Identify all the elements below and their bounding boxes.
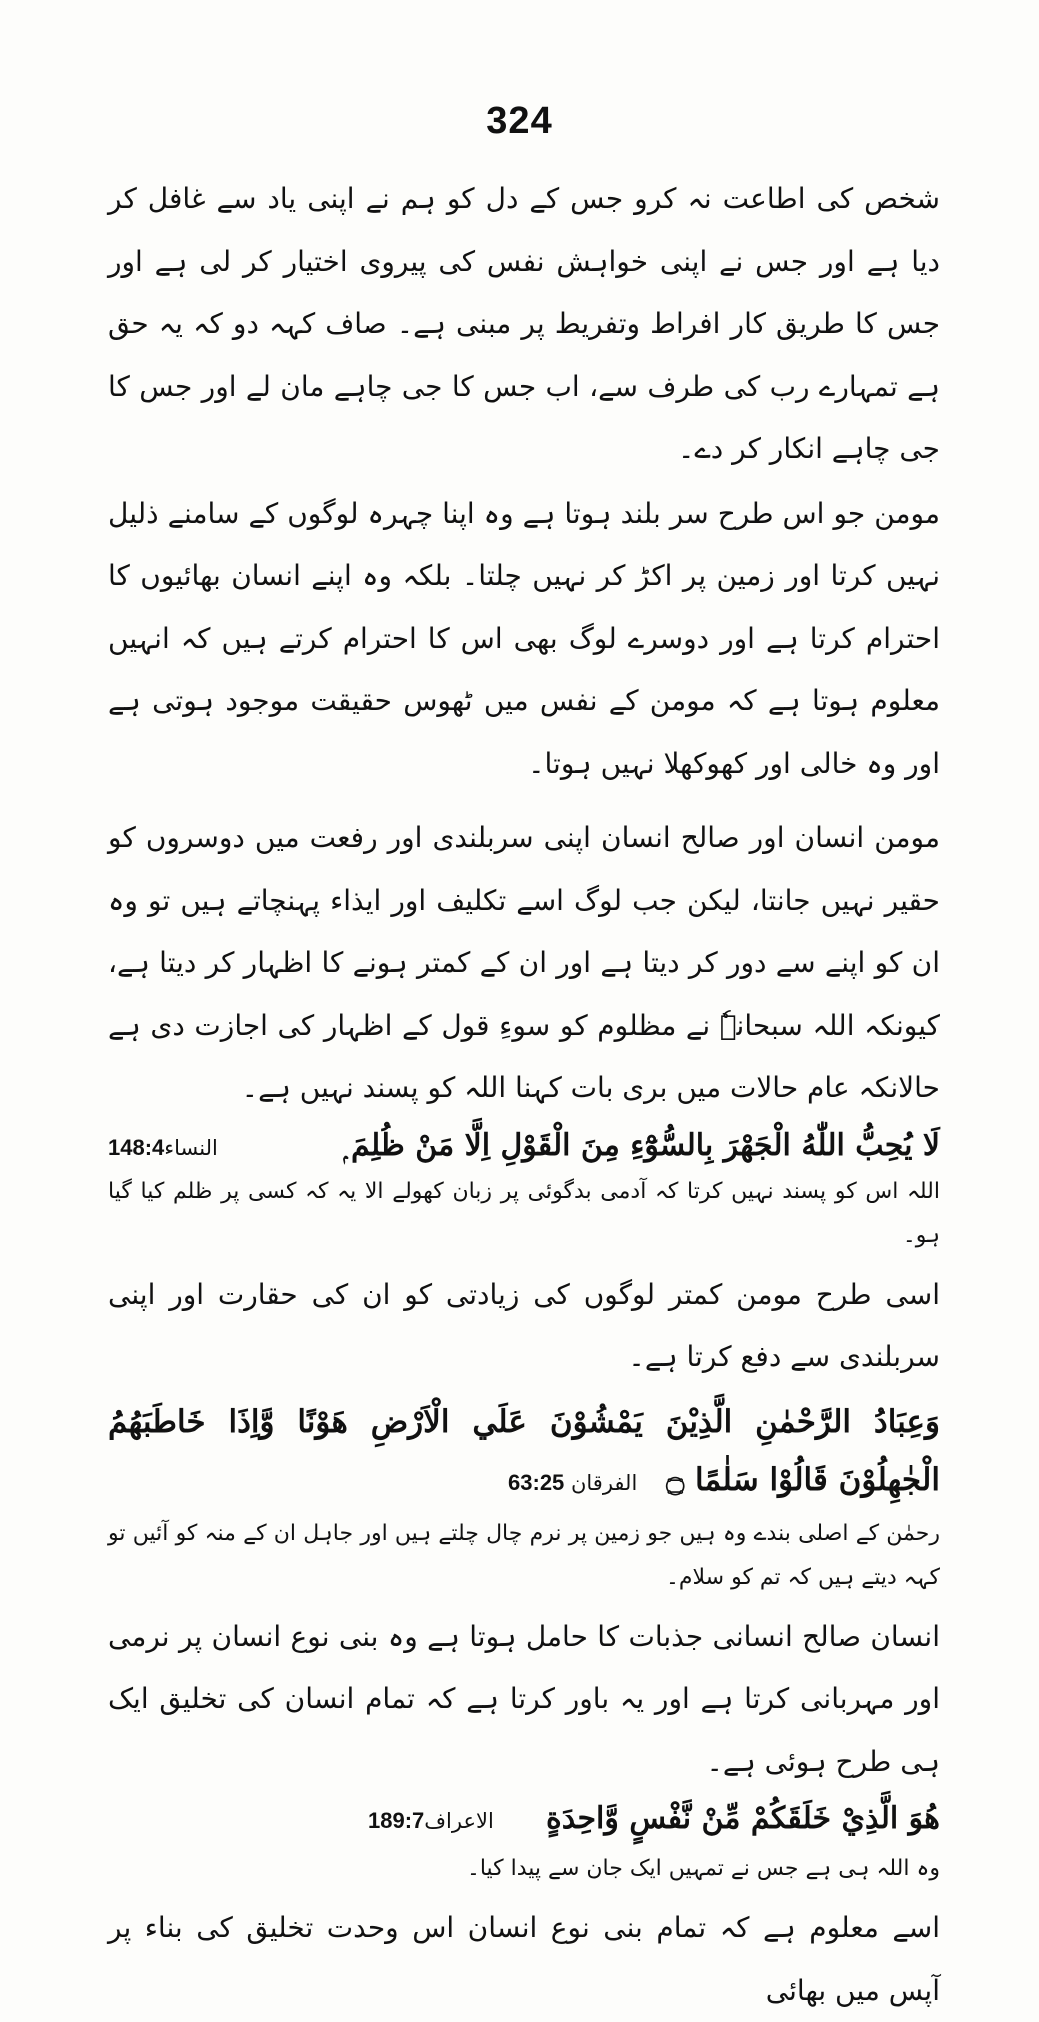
verse-arabic: لَا يُحِبُّ اللّٰهُ الْجَهْرَ بِالسُّوْٓءِ مِنَ الْقَوْلِ اِلَّا مَنْ ظُلِمَ ۭ: [343, 1127, 940, 1163]
page-body: [108, 168, 940, 2022]
surah-name: الاعراف: [424, 1809, 494, 1833]
paragraph: مومن انسان اور صالح انسان اپنی سربلندی اور رفعت میں دوسروں کو حقیر نہیں جانتا، لیکن جب لوگ اسے تکلیف اور ایذاء پہنچاتے ہیں تو وہ ان کو اپنے سے دور کر دیتا ہے اور ان کے کمتر ہونے کا اظہار کر دیتا ہے، کیونکہ اللہ سبحانہٗ نے مظلوم کو سوءِ قول کے اظہار کی اجازت دی ہے حالانکہ عام حالات میں بری بات کہنا اللہ کو پسند نہیں ہے۔: [108, 821, 940, 1104]
verse-reference: [508, 1471, 637, 1495]
surah-name: الفرقان: [570, 1470, 638, 1495]
quran-verse: [108, 1797, 940, 1843]
verse-arabic: هُوَ الَّذِيْ خَلَقَكُمْ مِّنْ نَّفْسٍ وَّاحِدَةٍ: [546, 1801, 940, 1836]
verse-number: 189:7: [368, 1808, 425, 1833]
page-number: 324: [486, 100, 553, 142]
verse-translation: اللہ اس کو پسند نہیں کرتا کہ آدمی بدگوئی پر زبان کھولے الا یہ کہ کسی پر ظلم کیا گیا ہو۔: [108, 1178, 940, 1248]
verse-translation: رحمٰن کے اصلی بندے وہ ہیں جو زمین پر نرم چال چلتے ہیں اور جاہل ان کے منہ کو آئیں تو کہہ دیتے ہیں کہ تم کو سلام۔: [108, 1520, 940, 1590]
verse-reference: [108, 1126, 218, 1170]
quran-verse: [108, 1124, 940, 1170]
paragraph: اسی طرح مومن کمتر لوگوں کی زیادتی کو ان کی حقارت اور اپنی سربلندی سے دفع کرتا ہے۔: [108, 1277, 940, 1373]
surah-name: النساء: [164, 1135, 218, 1160]
verse-number: 148:4: [108, 1134, 165, 1160]
verse-number: 63:25: [508, 1469, 565, 1495]
paragraph: مومن جو اس طرح سر بلند ہوتا ہے وہ اپنا چہرہ لوگوں کے سامنے ذلیل نہیں کرتا اور زمین پر اکڑ کر نہیں چلتا۔ بلکہ وہ اپنے انسان بھائیوں کا احترام کرتا ہے اور دوسرے لوگ بھی اس کا احترام کرتے ہیں کہ انہیں معلوم ہوتا ہے کہ مومن کے نفس میں ٹھوس حقیقت موجود ہوتی ہے اور وہ خالی اور کھوکھلا نہیں ہوتا۔: [108, 496, 940, 780]
paragraph: اسے معلوم ہے کہ تمام بنی نوع انسان اس وحدت تخلیق کی بناء پر آپس میں بھائی: [108, 1911, 940, 2007]
quran-verse: [108, 1393, 940, 1512]
verse-reference: [368, 1799, 494, 1843]
paragraph: انسان صالح انسانی جذبات کا حامل ہوتا ہے وہ بنی نوع انسان پر نرمی اور مہربانی کرتا ہے اور یہ باور کرتا ہے کہ تمام انسان کی تخلیق ایک ہی طرح ہوئی ہے۔: [108, 1619, 940, 1778]
verse-translation: وہ اللہ ہی ہے جس نے تمہیں ایک جان سے پیدا کیا۔: [466, 1856, 940, 1881]
verse-arabic: وَعِبَادُ الرَّحْمٰنِ الَّذِيْنَ يَمْشُوْنَ عَلَي الْاَرْضِ هَوْنًا وَّاِذَا خَاطَبَهُمُ الْجٰهِلُوْنَ قَالُوْا سَلٰمًا ۝: [108, 1403, 940, 1498]
paragraph: شخص کی اطاعت نہ کرو جس کے دل کو ہم نے اپنی یاد سے غافل کر دیا ہے اور جس نے اپنی خواہش نفس کی پیروی اختیار کر لی ہے اور جس کا طریق کار افراط وتفریط پر مبنی ہے۔ صاف کہہ دو کہ یہ حق ہے تمہارے رب کی طرف سے، اب جس کا جی چاہے مان لے اور جس کا جی چاہے انکار کر دے۔: [108, 182, 940, 465]
